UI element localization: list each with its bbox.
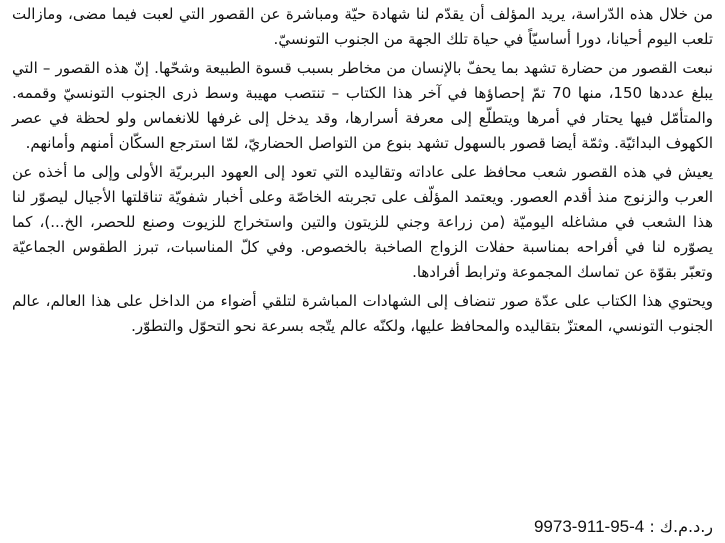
document-page bbox=[12, 2, 713, 543]
paragraph-origins: نبعت القصور من حضارة تشهد بما يحفّ بالإنسان من مخاطر بسبب قسوة الطبيعة وشحّها. إنّ هذه القصور – التي يبلغ عددها 150، منها 70 تمّ إحصاؤها في آخر هذا الكتاب – تنتصب مهيبة وسط ذرى الجنوب التونسيّ وقممه. والمتأمّل فيها يحتار في أمرها ويتطلّع إلى معرفة أسرارها، وقد يدخل إلى غرفها للانغماس ولو لحظة في عصر الكهوف البدائيّة. وثمّة أيضا قصور بالسهول تشهد بنوع من التواصل الحضاريّ، لمّا استرجع السكّان أمنهم وأمانهم. bbox=[12, 59, 713, 152]
isbn-label: ر.د.م.ك : bbox=[644, 517, 713, 536]
isbn-line bbox=[534, 514, 713, 540]
isbn-number: 9973-911-95-4 bbox=[533, 517, 645, 536]
paragraph-people: يعيش في هذه القصور شعب محافظ على عاداته وتقاليده التي تعود إلى العهود البربريّة الأولى وإلى ما أخذه عن العرب والزنوج منذ أقدم العصور. ويعتمد المؤلّف على تجربته الخاصّة وعلى أخبار شفويّة تناقلتها الأجيال ليصوّر لنا هذا الشعب في مشاغله اليوميّة (من زراعة وجني للزيتون والتين واستخراج للزيوت وصنع للحصر، الخ...)، كما يصوّره لنا في أفراحه بمناسبة حفلات الزواج الصاخبة بالخصوص. وفي كلّ المناسبات، تبرز الطقوس الجماعيّة وتعبّر بقوّة عن تماسك المجموعة وترابط أفرادها. bbox=[12, 163, 713, 281]
paragraph-intro: من خلال هذه الدّراسة، يريد المؤلف أن يقدّم لنا شهادة حيّة ومباشرة عن القصور التي لعبت فيما مضى، ومازالت تلعب اليوم أحيانا، دورا أساسيّاً في حياة تلك الجهة من الجنوب التونسيّ. bbox=[12, 5, 713, 48]
paragraph-photos: ويحتوي هذا الكتاب على عدّة صور تنضاف إلى الشهادات المباشرة لتلقي أضواء من الداخل على هذا العالم، عالم الجنوب التونسي، المعتزّ بتقاليده والمحافظ عليها، ولكنّه عالم يتّجه بسرعة نحو التحوّل والتطوّر. bbox=[12, 292, 713, 335]
